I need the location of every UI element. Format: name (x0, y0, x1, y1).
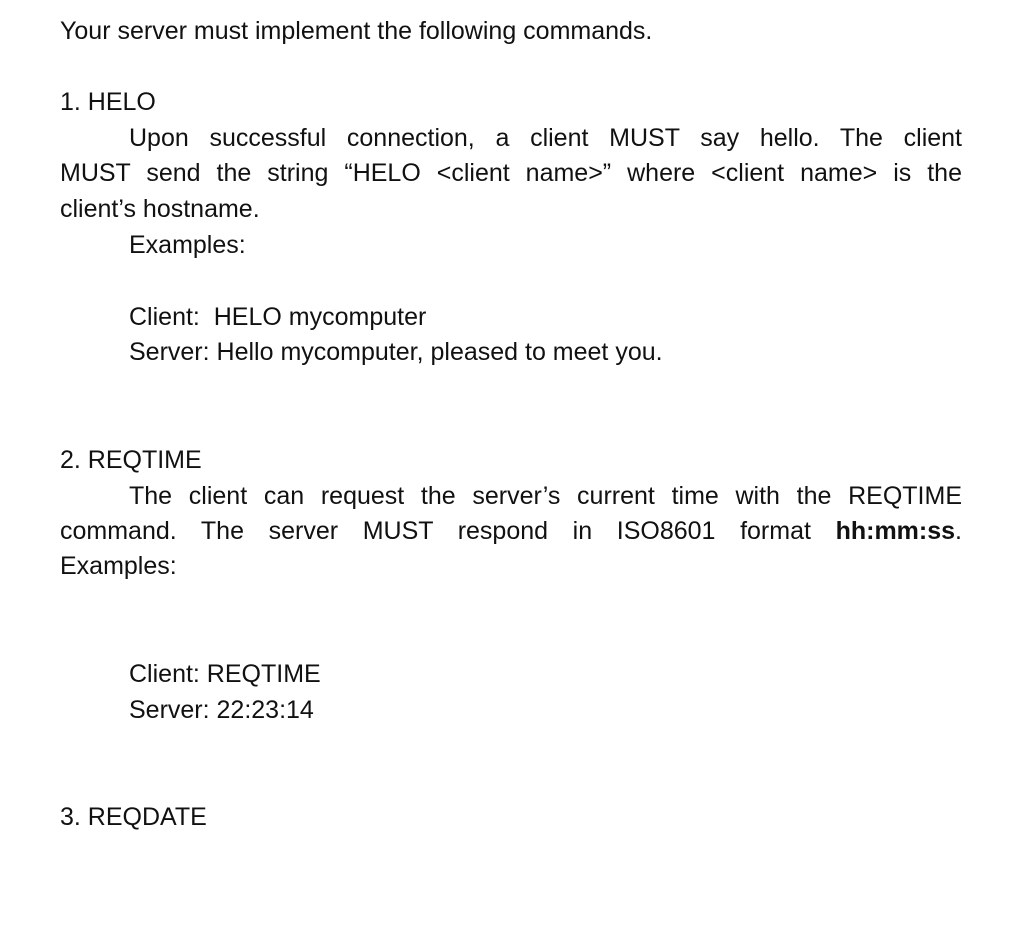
helo-paragraph-line-3: client’s hostname. (60, 195, 260, 223)
reqtime-paragraph-line-2 (60, 516, 962, 546)
helo-paragraph-line-1: Upon successful connection, a client MUST say hello. The client (129, 124, 962, 152)
reqtime-examples-label: Examples: (60, 552, 177, 580)
reqtime-paragraph-line-2-text: command. The server MUST respond in ISO8601 format (60, 517, 811, 545)
helo-paragraph-line-2: MUST send the string “HELO <client name>” where <client name> is the (60, 159, 962, 187)
helo-example-server: Server: Hello mycomputer, pleased to meet you. (129, 338, 663, 366)
time-format-suffix: . (955, 517, 962, 545)
helo-example-client: Client: HELO mycomputer (129, 303, 427, 331)
reqtime-paragraph-line-1: The client can request the server’s current time with the REQTIME (129, 482, 962, 510)
time-format-bold: hh:mm:ss (835, 517, 956, 545)
section-heading-reqtime: 2. REQTIME (60, 446, 202, 474)
intro-text: Your server must implement the following commands. (60, 17, 653, 45)
section-heading-helo: 1. HELO (60, 88, 156, 116)
helo-examples-label: Examples: (129, 231, 246, 259)
section-heading-reqdate: 3. REQDATE (60, 803, 207, 831)
reqtime-example-client: Client: REQTIME (129, 660, 321, 688)
reqtime-example-server: Server: 22:23:14 (129, 696, 314, 724)
